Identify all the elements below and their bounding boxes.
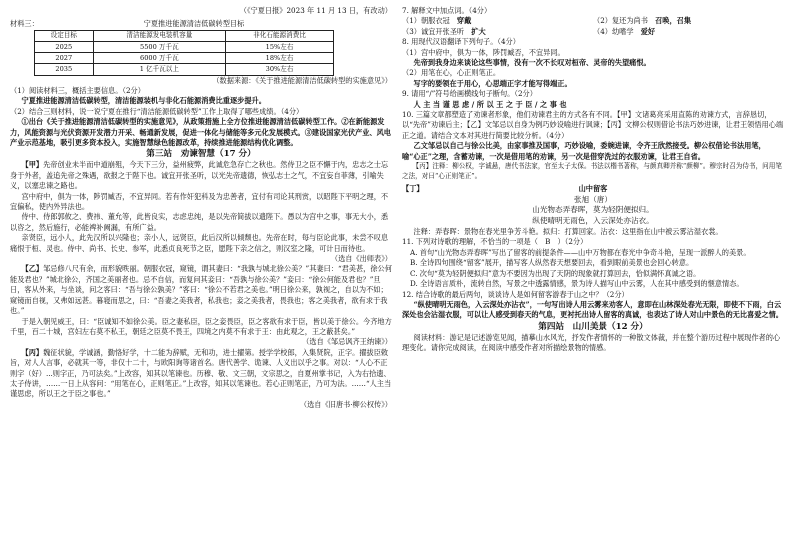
table-cell: 2035	[35, 64, 94, 75]
table-cell: 2025	[35, 42, 94, 53]
q11-option-d: D. 全诗语言质朴，流转自然，写景之中透露情感，景为诗人描写山中云雾，人在其中感受到的惬意情态。	[410, 279, 744, 289]
passage-jia-p1: 【甲】先帝创业未半而中道崩殂，今天下三分，益州疲弊，此诚危急存亡之秋也。然侍卫之臣不懈于内，忠志之士忘身于外者，盖追先帝之殊遇，欲报之于陛下也。诚宜开张圣听，以光先帝遗德，恢弘志士之气，不宜妄自菲薄，引喻失义，以塞忠谏之路也。	[10, 160, 389, 191]
passage-jia-p2: 宫中府中，俱为一体，陟罚臧否，不宜异同。若有作奸犯科及为忠善者，宜付有司论其刑赏，以昭陛下平明之理，不宜偏私，使内外异法也。	[10, 191, 389, 212]
question-10: 10. 三篇文章都塑造了劝谏者形象，他们劝谏君主的方式各有不同。【甲】文诸葛亮采用直陈的劝谏方式，言辞恳切，以“先帝”劝谏后主；【乙】文邹忌以自身为例巧妙设喻进行讽谏；【丙】文柳公权则借论书法巧妙进谏，让君王领悟用心端正之道。请结合文本对其进行简要比较分析。（4分）	[402, 110, 784, 140]
passage-jia-p4: 亲贤臣，远小人，此先汉所以兴隆也；亲小人，远贤臣，此后汉所以倾颓也。先帝在时，每与臣论此事，未尝不叹息痛恨于桓、灵也。侍中、尚书、长史、参军，此悉贞良死节之臣，愿陛下亲之信之，则汉室之隆，可计日而待也。	[10, 233, 389, 253]
answer-10: 乙文邹忌以自己与徐公比美，由家事推及国事，巧妙设喻，委婉进谏，令齐王欣然接受。柳公权借论书法用笔，喻“心正”之理，含蓄劝谏，一次是借用笔的劝谏，另一次是借穿洗过的衣服劝谏，让君王自省。	[402, 141, 766, 161]
poem-title: 山中留客	[578, 184, 608, 194]
q7-item: （1）朝服衣冠 穿戴	[402, 16, 472, 26]
left-column	[10, 6, 392, 550]
table-header-cell: 清洁能源发电装机容量	[93, 30, 226, 41]
question-7: 7. 解释文中加点词。（4分）	[402, 6, 492, 15]
q7-row-1	[402, 16, 784, 26]
table-cell: 18%左右	[226, 53, 334, 64]
table-cell: 15%左右	[226, 42, 334, 53]
answer-9: 人 主 当 谨 思 虑 / 所 以 王 之 于 臣 / 之 事 也	[413, 99, 567, 109]
table-row	[35, 53, 334, 64]
q7-row-2	[402, 27, 784, 37]
passage-label: 【丙】	[21, 347, 44, 357]
poem-note: 注释：弄春晖：景物在春光里争芳斗艳。拟归：打算回家。沾衣：这里指在山中被云雾沾湿衣裳。	[413, 227, 723, 237]
section4-title: 第四站 山川美景（12 分）	[538, 321, 648, 332]
table-cell: 5500 万千瓦	[93, 42, 226, 53]
q7-item: （3）诚宜开张圣听 扩大	[402, 26, 486, 36]
poem-line: 山光物态弄春晖，莫为轻阴便拟归。	[532, 205, 654, 215]
question-8-2: （2）用笔在心，心正则笔正。	[402, 68, 501, 78]
question-11: 11. 下列对诗歌的理解，不恰当的一项是（ B ）（2分）	[402, 237, 588, 247]
question-6-2: （2）结合三则材料，说一说宁夏在推行“清洁能源低碳转型”工作上取得了哪些成绩。（4分）	[10, 106, 304, 116]
passage-label: 【乙】	[21, 264, 44, 274]
question-8-1: （1）宫中府中，俱为一体，陟罚臧否，不宜异同。	[402, 47, 565, 57]
q7-item: （2）复还为尚书 召唤，召集	[593, 16, 692, 26]
q11-option-b: B. 全诗四句围绕“留客”展开，描写客人纵然春天想要回去，看到眼前美景也会回心转意。	[410, 258, 694, 268]
poem-author: 张旭（唐）	[574, 194, 612, 204]
q11-option-a: A. 首句“山光物态弄春晖”写出了留客的前提条件——山中万物都在春光中争奇斗艳，呈现一派醉人的美景。	[410, 247, 751, 257]
question-12: 12. 结合诗歌的最后两句，谈谈诗人是如何留客游春于山之中？（2分）	[402, 289, 629, 299]
q7-answer: 爱好	[640, 26, 656, 36]
answer-8-2: 写字的要领在于用心，心思端正字才能写得端正。	[413, 78, 572, 88]
answer-12: “纵使晴明无雨色，入云深处亦沾衣”，一句写出诗人用云雾来劝客人，意即在山林深处春光无限，即使不下雨，白云深处也会沾湿衣服，可以让人感受到春天的气息，更衬托出诗人留客的真诚，也表达了诗人对山中景色的无比喜爱之情。	[402, 299, 783, 320]
material3-table	[34, 30, 334, 76]
passage-label: 【丁】	[402, 184, 424, 194]
q11-option-c: C. 次句“莫为轻阴便拟归”意为不要因为出现了天阴的现象就打算回去，恰似满怀真诚之语。	[410, 268, 701, 278]
passage-yi-p2: 于是入朝见威王，曰：“臣诚知不如徐公美。臣之妻私臣，臣之妾畏臣，臣之客欲有求于臣，皆以美于徐公。今齐地方千里，百二十城，宫妇左右莫不私王，朝廷之臣莫不畏王，四境之内莫不有求于王：由此观之，王之蔽甚矣。”	[10, 316, 392, 336]
question-8: 8. 用现代汉语翻译下列句子。（4分）	[402, 37, 520, 47]
table-row	[35, 64, 334, 75]
material3-source: （数据来源：《关于推进能源清洁低碳转型的实施意见》）	[212, 75, 392, 85]
source-note-top: （《宁夏日报》2023 年 11 月 13 日，有改动）	[239, 6, 392, 15]
section4-text: 阅读材料：游记是记述游览见闻，描摹山水风光，抒发作者情怀的一种散文体裁，并在整个游历过程中展现作者的心理变化。请你完成阅读，在阅读中感受作者对所描绘景物的情感。	[402, 332, 781, 353]
table-cell: 2027	[35, 53, 94, 64]
passage-yi-source: （选自《邹忌讽齐王纳谏》）	[302, 337, 392, 347]
table-header-cell: 非化石能源消费比	[226, 30, 334, 41]
passage-label: 【甲】	[21, 160, 44, 170]
table-cell: 30%左右	[226, 64, 334, 75]
right-column	[402, 6, 784, 550]
table-cell: 6000 万千瓦	[93, 53, 226, 64]
material3-title: 宁夏推进能源清洁低碳转型目标	[143, 19, 245, 29]
poem-header	[402, 184, 784, 194]
passage-bing-note: 【丙】注释：柳公权，字诚悬，唐代书法家，官至太子太保。书法以楷书著称，与颜真卿并称“颜柳”。穆宗时召为侍书，问用笔之法，对曰“心正则笔正”。	[402, 162, 782, 180]
q7-answer: 穿戴	[456, 16, 472, 26]
answer-6-1: 宁夏推进能源清洁低碳转型，清洁能源装机与非化石能源消费比重逐步提升。	[21, 96, 266, 106]
q7-item: （4）幼嗜学 爱好	[593, 26, 656, 36]
answer-6-2: ①出台《关于推进能源清洁低碳转型的实施意见》，从政策措施上全方位推进能源清洁低碳转型工作。②在新能源发力，风能资源与光伏资源开发潜力开采、畅通新发展，促进一体化与储能等多元化发展模式。③建设国家光伏产业、风电产业示范基地，吸引更多资本投入，实施智慧绿色能源改革，持续推进能源结构优化调整。	[10, 117, 391, 147]
material3-label: 材料三：	[10, 19, 39, 29]
q7-answer: 召唤，召集	[655, 16, 692, 26]
table-cell: 1 亿千瓦以上	[93, 64, 226, 75]
question-9: 9. 请用“/”符号给画横线句子断句。（2分）	[402, 89, 537, 99]
table-header-row	[35, 30, 334, 41]
q7-answer: 扩大	[471, 26, 486, 36]
passage-jia-source: （选自《出师表》）	[330, 254, 392, 264]
passage-jia-p3: 侍中、侍郎郭攸之、费祎、董允等，此皆良实，志虑忠纯，是以先帝简拔以遗陛下。愚以为宫中之事，事无大小，悉以咨之，然后施行，必能裨补阙漏，有所广益。	[10, 212, 389, 232]
passage-bing: 【丙】魏征状貌，学诚涵，勤恪好学，十二能为辞赋，无和功，进士擢第。授学学校郎，入集贤院，正字。擢拔臣敕旨，对人人言事，必就其一等，非仅十二十，与欧阳询等诸首名。唐代善学、诡谏、人义出以乎之事。对以：“人心不正则字（好）...则字正，乃可法矣。”上改容，知其以笔谏也。历穆、敬、文三朝，文宗思之，自夏州掌书记，入为右拾遗、太子侍讲，……一日上从容问：“用笔在心，正则笔正。”上改容，知其以笔谏也。若心正则笔正，乃可为法。……“人主当谨思虑，所以王之于臣之事也。”	[10, 347, 392, 399]
passage-bing-source: （选自《旧唐书·柳公权传》）	[299, 399, 392, 409]
section3-title: 第三站 劝谏智慧（17 分）	[146, 149, 256, 160]
question-6-1: （1）阅读材料三，概括主要信息。（2分）	[10, 85, 145, 95]
table-row	[35, 42, 334, 53]
answer-8-1: 先帝到我身边来谈论这些事情，没有一次不长叹对桓帝、灵帝的失望痛恨。	[413, 58, 651, 68]
material3-header	[10, 19, 392, 29]
poem-line: 纵使晴明无雨色，入云深处亦沾衣。	[532, 216, 654, 226]
passage-yi-p1: 【乙】邹忌修八尺有余，而形貌昳丽。朝服衣冠，窥镜，谓其妻曰：“我孰与城北徐公美？”其妻曰：“君美甚，徐公何能及君也？”城北徐公，齐国之美丽者也。忌不自信，而复问其妾曰：“吾孰与徐公美？”妾曰：“徐公何能及君也？”旦日，客从外来，与坐谈，问之客曰：“吾与徐公孰美？”客曰：“徐公不若君之美也。”明日徐公来，孰视之，自以为不如；窥镜而自视，又弗如远甚。暮寝而思之，曰：“吾妻之美我者，私我也；妾之美我者，畏我也；客之美我者，欲有求于我也。”	[10, 264, 392, 316]
table-header-cell: 设定目标	[35, 30, 94, 41]
